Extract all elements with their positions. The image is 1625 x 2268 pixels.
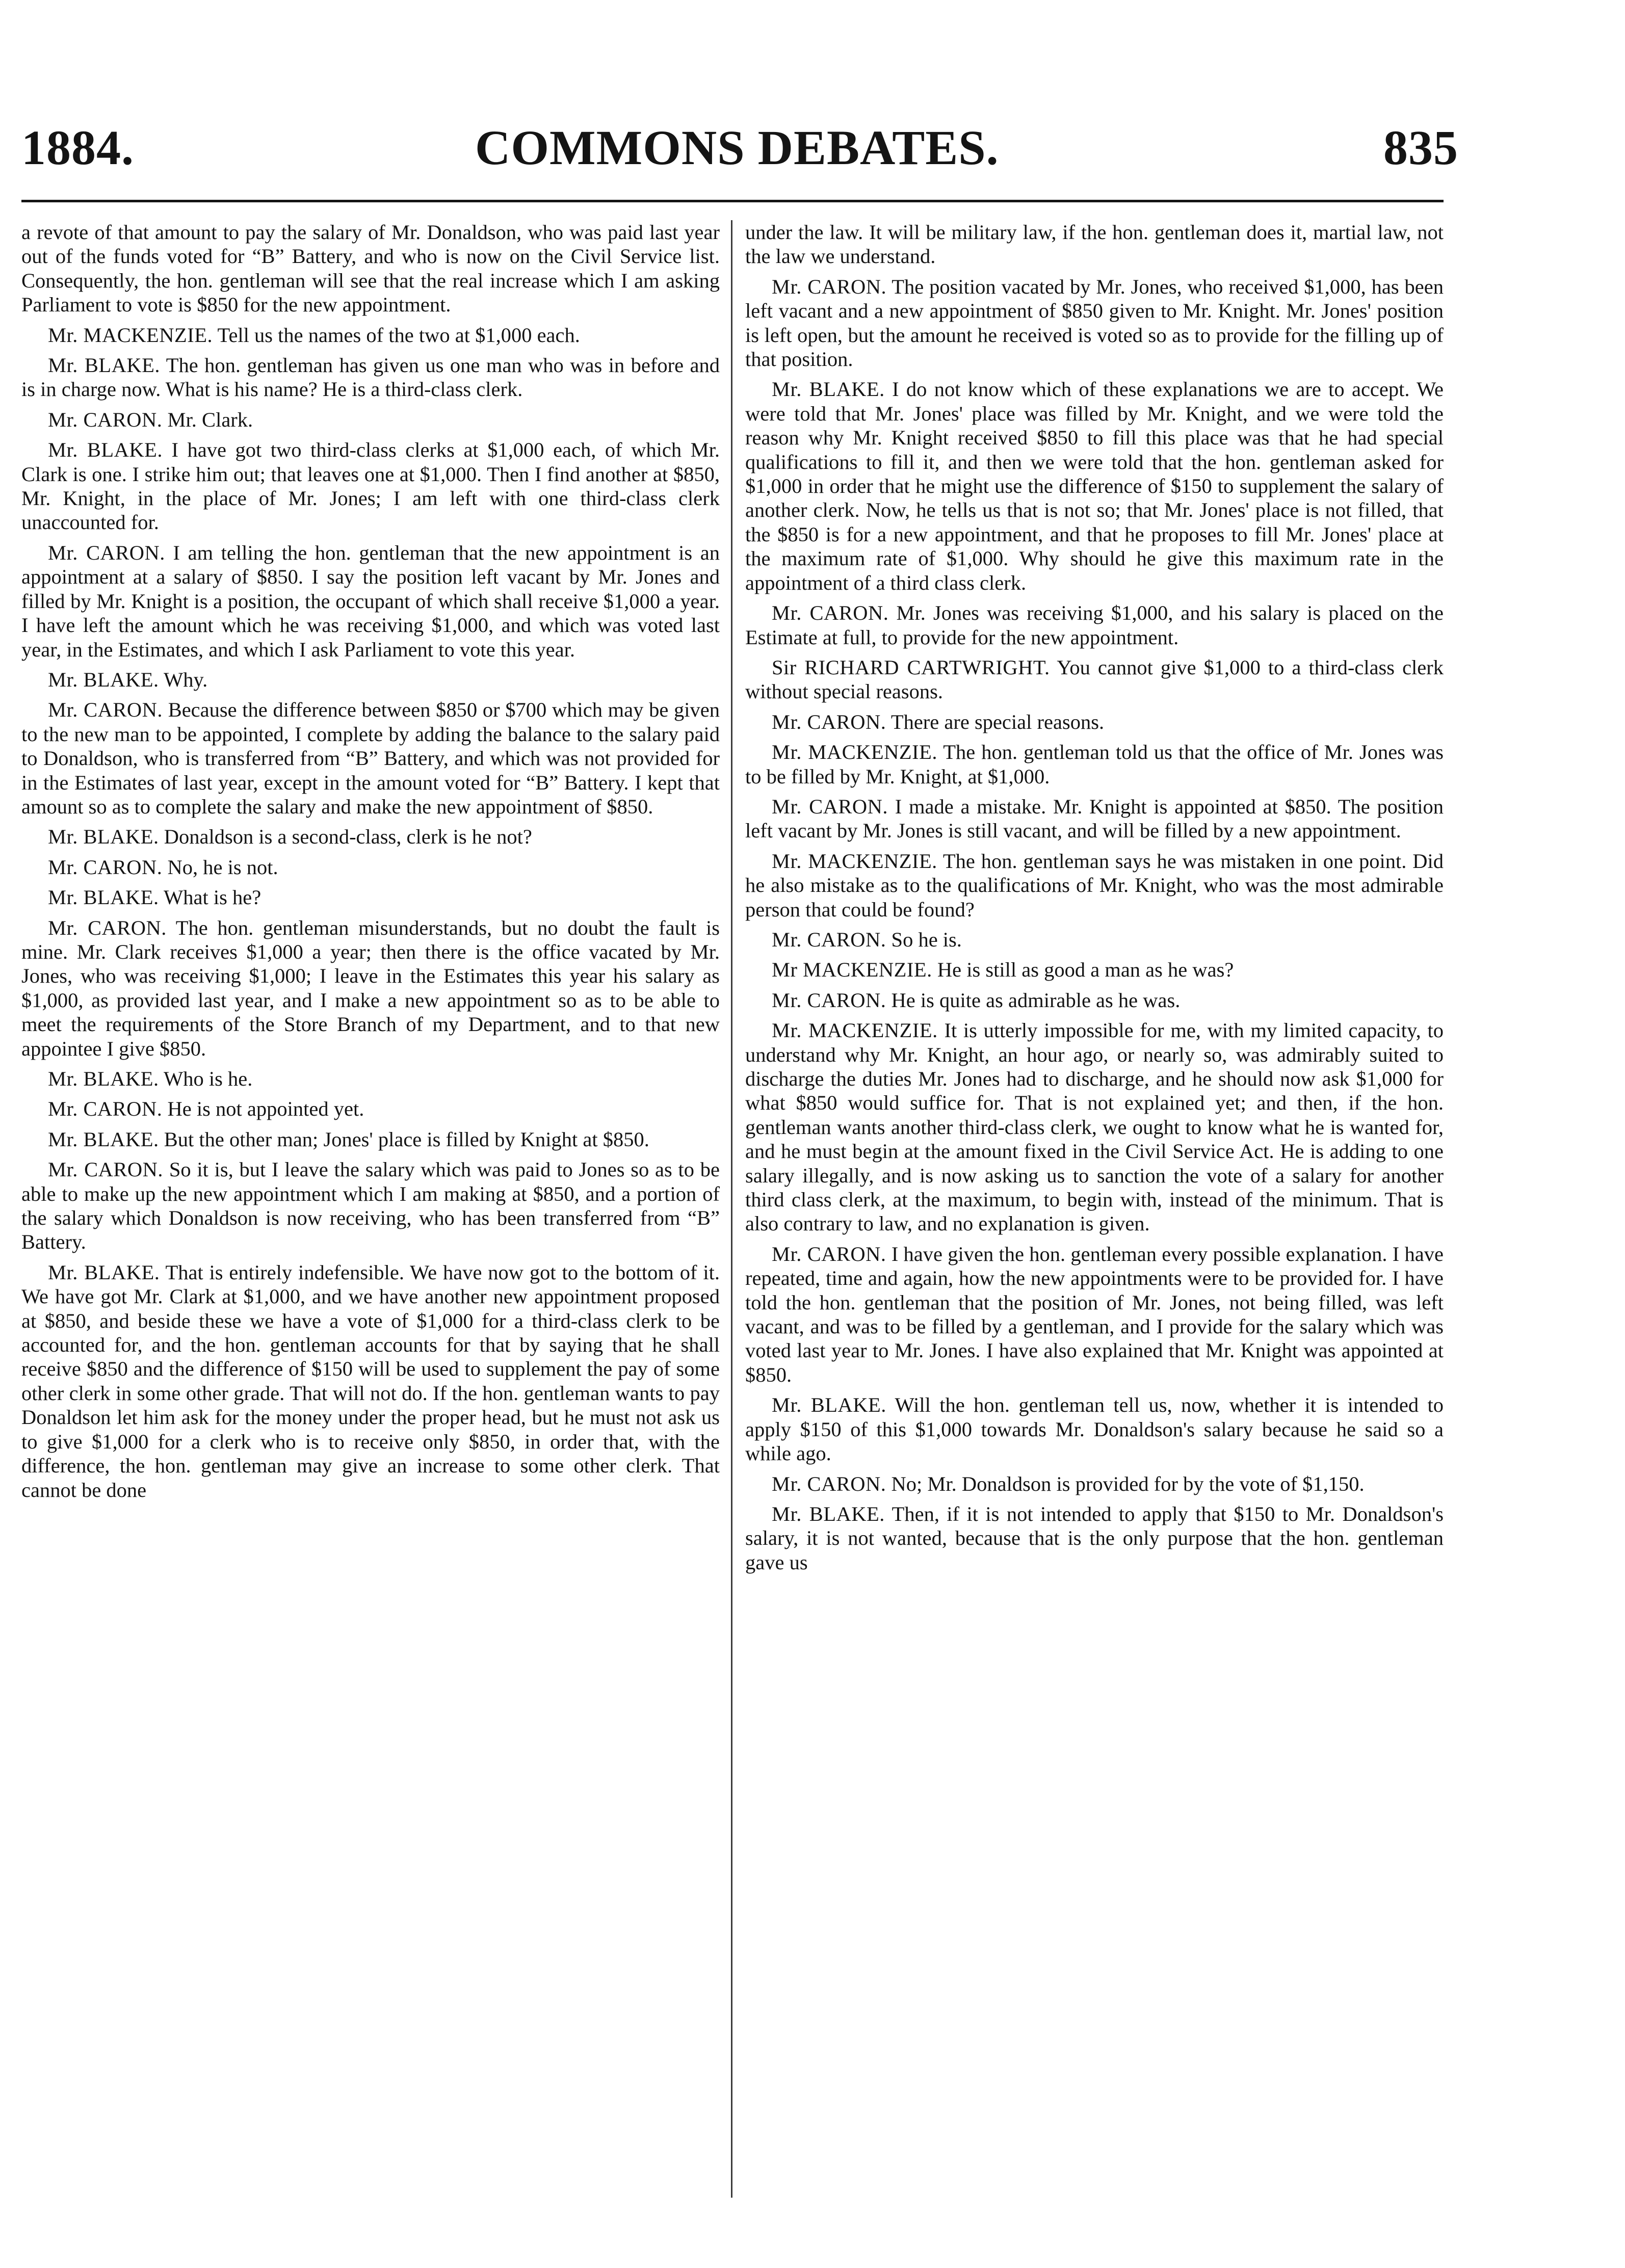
header-page-number: 835 — [1383, 120, 1458, 175]
speaker-name: Mr MACKENZIE. — [772, 958, 932, 982]
speaker-name: Mr. BLAKE. — [48, 354, 160, 377]
right-column — [745, 220, 1444, 1580]
speaker-name: Mr. CARON. — [772, 1242, 886, 1265]
speaker-name: Mr. CARON. — [772, 601, 889, 625]
page-header — [21, 120, 1458, 201]
speaker-name: Mr. BLAKE. — [48, 825, 159, 849]
speaker-name: Mr. CARON. — [48, 1097, 163, 1121]
speech-text: Mr. Jones was receiving $1,000, and his salary is placed on the Estimate at full, to provide for the new appointment. — [745, 601, 1444, 649]
speech-paragraph — [21, 1127, 720, 1151]
speaker-name: Mr. MACKENZIE. — [772, 741, 937, 764]
speech-paragraph — [21, 541, 720, 662]
speech-text: The position vacated by Mr. Jones, who received $1,000, has been left vacant and a new appointment of $850 given to Mr. Knight. Mr. Jones' position is left open, but the amount he received is voted so as to provide for the filling up of that position. — [745, 275, 1444, 371]
speech-text: So it is, but I leave the salary which was paid to Jones so as to be able to make up the new appointment which I am making at $850, and a portion of the salary which Donaldson is now receiving, who has been transferred from “B” Battery. — [21, 1158, 720, 1254]
speech-paragraph — [21, 1157, 720, 1254]
speech-paragraph — [21, 1260, 720, 1502]
speaker-name: Mr. BLAKE. — [48, 1127, 159, 1151]
speaker-name: Mr. MACKENZIE. — [48, 323, 213, 347]
speech-paragraph — [745, 601, 1444, 649]
speech-paragraph — [745, 1242, 1444, 1387]
speech-text: I do not know which of these explanations we are to accept. We were told that Mr. Jones' place was filled by Mr. Knight, and we were told the reason why Mr. Knight received $850 to fill this place was that he had special qualifications to fill it, and then we were told that the hon. gentleman asked for $1,000 in order that he might use the difference of $150 to supplement the salary of another clerk. Now, he tells us that is not so; that Mr. Jones' place is not filled, that the $850 is for a new appointment, and that he proposes to fill Mr. Jones' place at the maximum rate of $1,000. Why should he give this maximum rate in the appointment of a third class clerk. — [745, 378, 1444, 594]
speaker-name: Mr. CARON. — [48, 1158, 164, 1181]
speaker-name: Mr. CARON. — [48, 855, 163, 879]
speech-paragraph — [21, 885, 720, 909]
speech-text: But the other man; Jones' place is filled by Knight at $850. — [164, 1127, 649, 1151]
left-column — [21, 220, 720, 1508]
speaker-name: Mr. BLAKE. — [48, 668, 159, 691]
speech-text: Who is he. — [164, 1067, 253, 1090]
speech-paragraph — [21, 1067, 720, 1091]
speaker-name: Mr. CARON. — [772, 988, 886, 1012]
speech-text: He is not appointed yet. — [167, 1097, 364, 1121]
speech-text: He is still as good a man as he was? — [937, 958, 1234, 982]
speech-paragraph — [745, 849, 1444, 921]
speech-paragraph — [21, 323, 720, 347]
speech-text: So he is. — [891, 928, 962, 951]
speech-paragraph — [21, 408, 720, 432]
speaker-name: Mr. MACKENZIE. — [772, 1019, 938, 1042]
speech-paragraph — [21, 220, 720, 317]
speech-paragraph — [745, 795, 1444, 843]
speaker-name: Mr. BLAKE. — [772, 378, 885, 401]
speech-paragraph — [21, 438, 720, 535]
column-divider — [731, 220, 732, 2198]
header-title: COMMONS DEBATES. — [475, 120, 999, 175]
speaker-name: Mr. CARON. — [772, 275, 887, 298]
speech-text: Will the hon. gentleman tell us, now, whether it is intended to apply $150 of this $1,000 towards Mr. Donaldson's salary because he said so a while ago. — [745, 1393, 1444, 1465]
speaker-name: Mr. CARON. — [48, 916, 167, 939]
speech-paragraph — [21, 1097, 720, 1121]
speech-text: I have got two third-class clerks at $1,000 each, of which Mr. Clark is one. I strike him out; that leaves one at $1,000. Then I find another at $850, Mr. Knight, in the place of Mr. Jones; I am left with one third-class clerk unaccounted for. — [21, 438, 720, 534]
speech-paragraph — [21, 698, 720, 819]
speaker-name: Mr. CARON. — [48, 408, 163, 431]
speech-paragraph — [21, 855, 720, 879]
speech-paragraph — [745, 740, 1444, 788]
speaker-name: Mr. BLAKE. — [48, 886, 159, 909]
speaker-name: Mr. CARON. — [772, 928, 886, 951]
speech-paragraph — [745, 1018, 1444, 1236]
speaker-name: Mr. CARON. — [48, 541, 165, 564]
speech-text: The hon. gentleman told us that the office of Mr. Jones was to be filled by Mr. Knight, at $1,000. — [745, 741, 1444, 788]
speech-text: Why. — [164, 668, 208, 691]
speech-paragraph — [21, 916, 720, 1061]
speech-paragraph — [745, 1472, 1444, 1496]
speech-text: It is utterly impossible for me, with my limited capacity, to understand why Mr. Knight, an hour ago, or nearly so, was admirably suited to discharge the duties Mr. Jones had to discharge, and he should now ask $1,000 for what $850 would suffice for. That is not explained yet; and then, if the hon. gentleman wants another third-class clerk, we ought to know what he is wanted for, and he must begin at the amount fixed in the Civil Service Act. He is adding to one salary illegally, and is now asking us to sanction the vote of a salary for another third class clerk, at the maximum, to begin with, instead of the minimum. That is also contrary to law, and no explanation is given. — [745, 1019, 1444, 1235]
speech-paragraph — [745, 988, 1444, 1012]
speech-paragraph — [745, 655, 1444, 704]
speech-text: a revote of that amount to pay the salary of Mr. Donaldson, who was paid last year out of the funds voted for “B” Battery, and who is now on the Civil Service list. Consequently, the hon. gentleman will see that the real increase which I am asking Parliament to vote is $850 for the new appointment. — [21, 221, 720, 317]
speech-text: under the law. It will be military law, if the hon. gentleman does it, martial law, not the law we understand. — [745, 221, 1444, 268]
speaker-name: Sir RICHARD CARTWRIGHT. — [772, 655, 1050, 679]
speech-text: Mr. Clark. — [167, 408, 253, 431]
speech-paragraph — [745, 275, 1444, 372]
speech-paragraph — [745, 958, 1444, 982]
speaker-name: Mr. CARON. — [48, 698, 163, 722]
speech-text: Because the difference between $850 or $700 which may be given to the new man to be appointed, I complete by adding the balance to the salary paid to Donaldson, who is transferred from “B” Battery, and which was not provided for in the Estimates of last year, except in the amount voted for “B” Battery. I kept that amount so as to complete the salary and make the new appointment of $850. — [21, 698, 720, 818]
speech-paragraph — [745, 928, 1444, 952]
speaker-name: Mr. MACKENZIE. — [772, 849, 937, 873]
header-rule — [21, 200, 1444, 202]
header-year: 1884. — [21, 120, 134, 175]
speech-paragraph — [21, 353, 720, 402]
speech-text: I have given the hon. gentleman every possible explanation. I have repeated, time and again, how the new appointments were to be provided for. I have told the hon. gentleman that the position of Mr. Jones, not being filled, was left vacant, and was to be filled by a gentleman, and I provide for the salary which was voted last year to Mr. Jones. I have also explained that Mr. Knight was appointed at $850. — [745, 1242, 1444, 1386]
speaker-name: Mr. BLAKE. — [48, 1067, 159, 1090]
speech-paragraph — [21, 668, 720, 692]
speech-text: Donaldson is a second-class, clerk is he not? — [164, 825, 532, 849]
speech-text: You cannot give $1,000 to a third-class clerk without special reasons. — [745, 655, 1444, 703]
speech-text: The hon. gentleman misunderstands, but no doubt the fault is mine. Mr. Clark receives $1,000 a year; then there is the office vacated by Mr. Jones, who was receiving $1,000; I leave in the Estimates this year his salary as $1,000, as provided last year, and I make a new appointment so as to be able to meet the requirements of the Store Branch of my Department, and to that new appointee I give $850. — [21, 916, 720, 1060]
speech-text: Then, if it is not intended to apply that $150 to Mr. Donaldson's salary, it is not wanted, because that is the only purpose that the hon. gentleman gave us — [745, 1502, 1444, 1574]
speaker-name: Mr. BLAKE. — [772, 1393, 886, 1417]
speech-text: Tell us the names of the two at $1,000 each. — [217, 323, 580, 347]
speech-text: There are special reasons. — [890, 710, 1105, 733]
speech-text: He is quite as admirable as he was. — [891, 988, 1181, 1012]
speech-text: That is entirely indefensible. We have now got to the bottom of it. We have got Mr. Clark at $1,000, and we have another new appointment proposed at $850, and beside these we have a vote of $1,000 for a third-class clerk to be accounted for, and the hon. gentleman accounts for that by saying that he shall receive $850 and the difference of $150 will be used to supplement the pay of some other clerk in some other grade. That will not do. If the hon. gentleman wants to pay Donaldson let him ask for the money under the proper head, but he must not ask us to give $1,000 for a clerk who is to receive only $850, in order that, with the difference, the hon. gentleman may give an increase to some other clerk. That cannot be done — [21, 1260, 720, 1501]
speech-text: The hon. gentleman has given us one man who was in before and is in charge now. What is his name? He is a third-class clerk. — [21, 354, 720, 401]
speech-paragraph — [745, 1393, 1444, 1465]
speech-paragraph — [21, 825, 720, 849]
speech-text: No, he is not. — [167, 855, 278, 879]
speech-text: I am telling the hon. gentleman that the new appointment is an appointment at a salary of $850. I say the position left vacant by Mr. Jones and filled by Mr. Knight is a position, the occupant of which shall receive $1,000 a year. I have left the amount which he was receiving $1,000, and which was voted last year, in the Estimates, and which I ask Parliament to vote this year. — [21, 541, 720, 661]
speech-paragraph — [745, 710, 1444, 734]
speaker-name: Mr. BLAKE. — [48, 438, 163, 462]
speech-text: What is he? — [164, 886, 261, 909]
speech-text: No; Mr. Donaldson is provided for by the vote of $1,150. — [891, 1472, 1365, 1495]
speaker-name: Mr. CARON. — [772, 795, 888, 818]
speech-paragraph — [745, 1502, 1444, 1574]
speech-paragraph — [745, 220, 1444, 269]
speaker-name: Mr. BLAKE. — [772, 1502, 885, 1525]
speaker-name: Mr. CARON. — [772, 1472, 886, 1495]
speech-text: The hon. gentleman says he was mistaken in one point. Did he also mistake as to the qualifications of Mr. Knight, who was the most admirable person that could be found? — [745, 849, 1444, 921]
speech-text: I made a mistake. Mr. Knight is appointed at $850. The position left vacant by Mr. Jones is still vacant, and will be filled by a new appointment. — [745, 795, 1444, 842]
speaker-name: Mr. CARON. — [772, 710, 886, 733]
speaker-name: Mr. BLAKE. — [48, 1260, 160, 1284]
speech-paragraph — [745, 377, 1444, 595]
